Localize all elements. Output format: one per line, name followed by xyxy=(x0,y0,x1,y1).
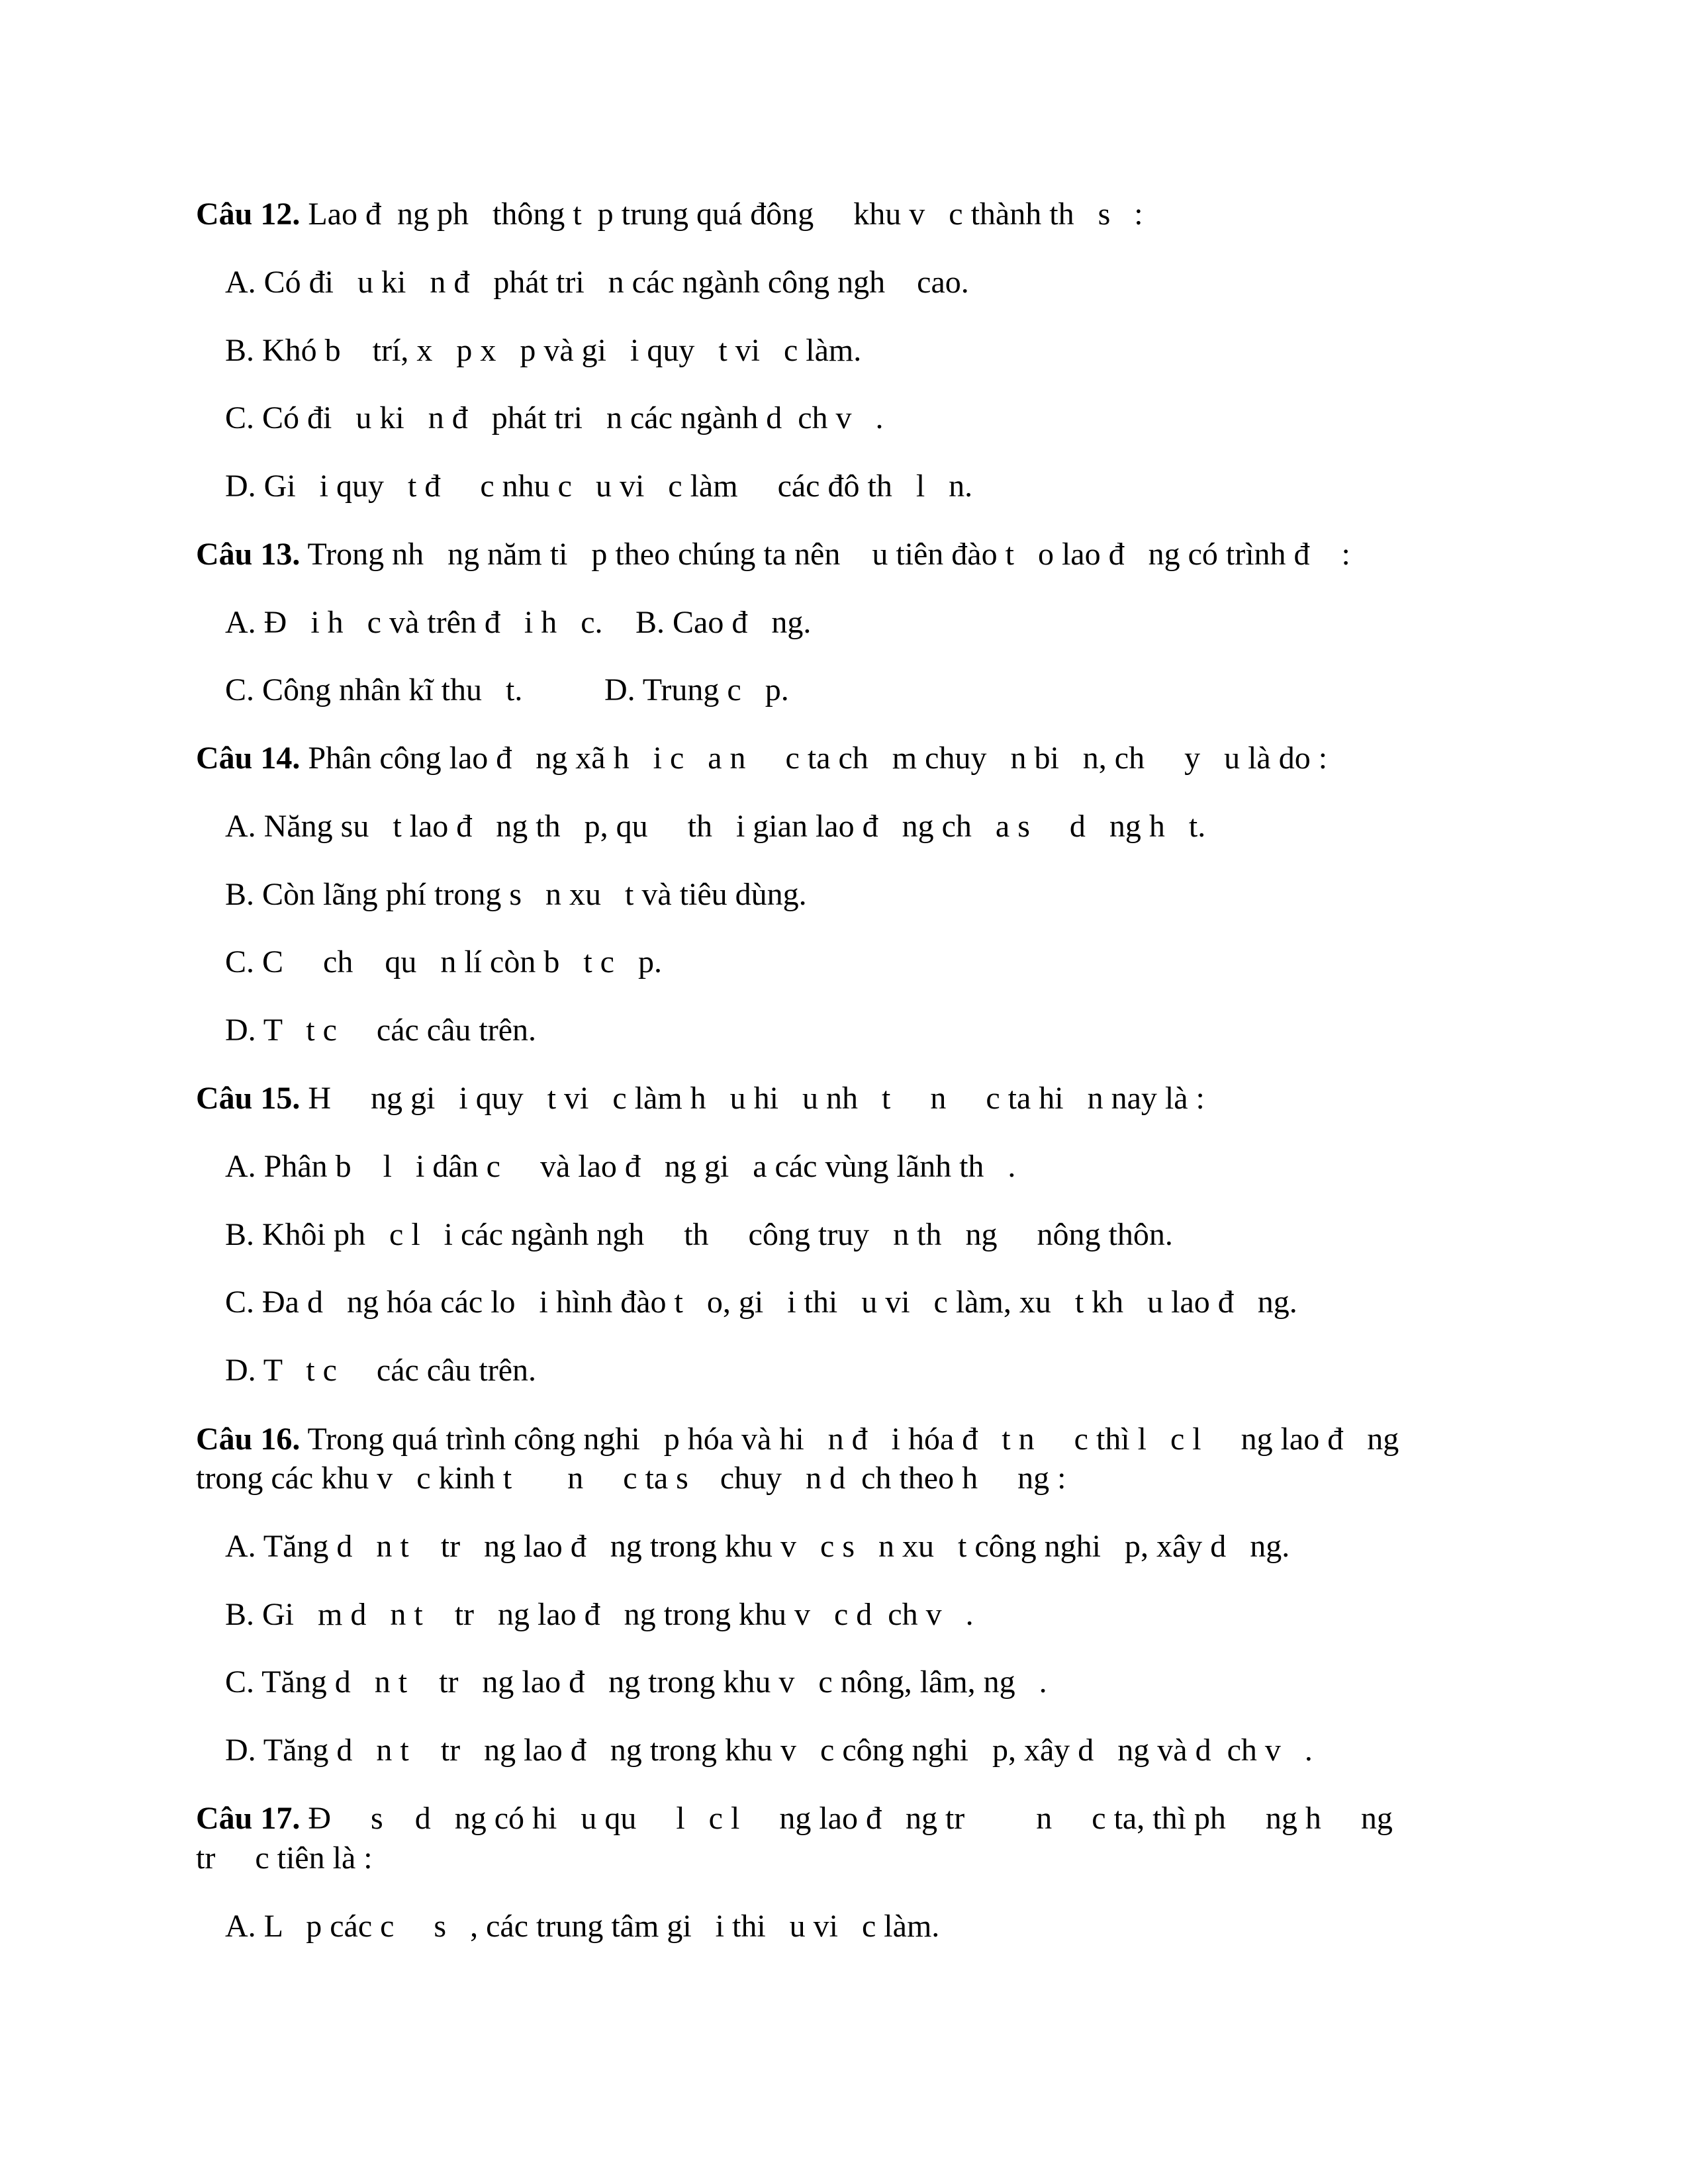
option-13-d: D. Trung c p. xyxy=(604,672,789,707)
option-14-d: D. T t c các câu trên. xyxy=(225,1013,537,1048)
option-12-a: A. Có đi u ki n đ phát tri n các ngành công ngh cao. xyxy=(225,265,969,300)
option-12-c: C. Có đi u ki n đ phát tri n các ngành d ch v . xyxy=(225,400,884,435)
option-15-c: C. Đa d ng hóa các lo i hình đào t o, gi i thi u vi c làm, xu t kh u lao đ ng. xyxy=(225,1285,1297,1320)
question-number: Câu 12. xyxy=(196,197,301,232)
question-text: Phân công lao đ ng xã h i c a n c ta ch m chuy n bi n, ch y u là do : xyxy=(308,741,1328,776)
option-15-d: D. T t c các câu trên. xyxy=(225,1353,537,1388)
question-17 xyxy=(196,1799,1393,1839)
question-16-continued: trong các khu v c kinh t n c ta s chuy n d ch theo h ng : xyxy=(196,1461,1066,1496)
options-13-ab xyxy=(225,603,811,643)
question-text: Đ s d ng có hi u qu l c l ng lao đ ng tr n c ta, thì ph ng h ng xyxy=(308,1801,1393,1836)
option-14-a: A. Năng su t lao đ ng th p, qu th i gian lao đ ng ch a s d ng h t. xyxy=(225,809,1206,844)
option-16-d: D. Tăng d n t tr ng lao đ ng trong khu v c công nghi p, xây d ng và d ch v . xyxy=(225,1733,1313,1768)
question-text: H ng gi i quy t vi c làm h u hi u nh t n c ta hi n nay là : xyxy=(308,1081,1205,1116)
question-number: Câu 17. xyxy=(196,1801,301,1836)
question-number: Câu 14. xyxy=(196,741,301,776)
options-13-cd xyxy=(225,670,789,710)
question-number: Câu 16. xyxy=(196,1422,301,1457)
option-15-b: B. Khôi ph c l i các ngành ngh th công truy n th ng nông thôn. xyxy=(225,1217,1173,1252)
option-12-d: D. Gi i quy t đ c nhu c u vi c làm các đô th l n. xyxy=(225,469,973,504)
question-text: Trong nh ng năm ti p theo chúng ta nên u tiên đào t o lao đ ng có trình đ : xyxy=(307,537,1350,572)
question-text: Lao đ ng ph thông t p trung quá đông khu v c thành th s : xyxy=(308,197,1143,232)
question-16 xyxy=(196,1420,1399,1459)
question-text: Trong quá trình công nghi p hóa và hi n đ i hóa đ t n c thì l c l ng lao đ ng xyxy=(307,1422,1399,1457)
question-number: Câu 15. xyxy=(196,1081,301,1116)
question-17-continued: tr c tiên là : xyxy=(196,1841,373,1876)
option-14-b: B. Còn lãng phí trong s n xu t và tiêu dùng. xyxy=(225,877,807,912)
option-14-c: C. C ch qu n lí còn b t c p. xyxy=(225,944,662,979)
question-13 xyxy=(196,535,1350,574)
option-16-a: A. Tăng d n t tr ng lao đ ng trong khu v c s n xu t công nghi p, xây d ng. xyxy=(225,1529,1290,1564)
question-15 xyxy=(196,1079,1205,1118)
option-16-c: C. Tăng d n t tr ng lao đ ng trong khu v c nông, lâm, ng . xyxy=(225,1664,1047,1700)
option-17-a: A. L p các c s , các trung tâm gi i thi u vi c làm. xyxy=(225,1909,940,1944)
question-number: Câu 13. xyxy=(196,537,301,572)
option-13-a: A. Đ i h c và trên đ i h c. xyxy=(225,605,603,640)
option-13-b: B. Cao đ ng. xyxy=(635,605,812,640)
option-13-c: C. Công nhân kĩ thu t. xyxy=(225,672,523,707)
option-12-b: B. Khó b trí, x p x p và gi i quy t vi c làm. xyxy=(225,333,862,368)
question-12 xyxy=(196,195,1143,234)
option-15-a: A. Phân b l i dân c và lao đ ng gi a các vùng lãnh th . xyxy=(225,1149,1016,1184)
option-16-b: B. Gi m d n t tr ng lao đ ng trong khu v c d ch v . xyxy=(225,1597,974,1632)
question-14 xyxy=(196,739,1327,778)
